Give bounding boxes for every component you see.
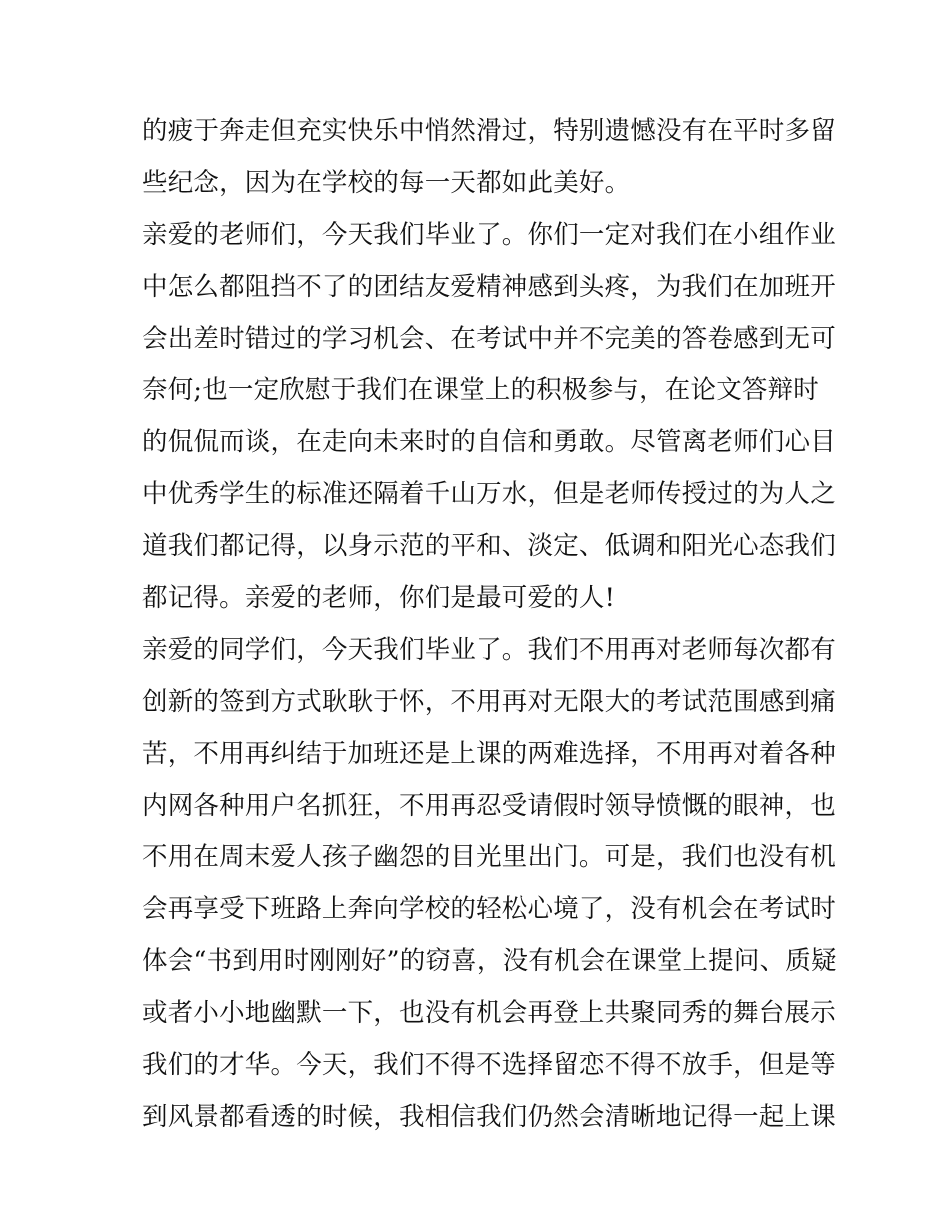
text-line-8: 中优秀学生的标准还隔着千山万水，但是老师传授过的为人之 (142, 479, 836, 510)
text-line-3: 亲爱的老师们，今天我们毕业了。你们一定对我们在小组作业 (142, 219, 836, 250)
text-line-10: 都记得。亲爱的老师，你们是最可爱的人! (142, 583, 616, 614)
text-line-13: 苦，不用再纠结于加班还是上课的两难选择，不用再对着各种 (142, 738, 836, 769)
text-line-7: 的侃侃而谈，在走向未来时的自信和勇敢。尽管离老师们心目 (142, 427, 836, 458)
text-line-14: 内网各种用户名抓狂，不用再忍受请假时领导愤慨的眼神，也 (142, 790, 836, 821)
text-line-5: 会出差时错过的学习机会、在考试中并不完美的答卷感到无可 (142, 323, 836, 354)
text-line-20: 到风景都看透的时候，我相信我们仍然会清晰地记得一起上课 (142, 1101, 836, 1132)
text-line-15: 不用在周末爱人孩子幽怨的目光里出门。可是，我们也没有机 (142, 842, 836, 873)
body-text (142, 106, 837, 1144)
text-line-16: 会再享受下班路上奔向学校的轻松心境了，没有机会在考试时 (142, 894, 836, 925)
text-line-17: 体会“书到用时刚刚好”的窃喜，没有机会在课堂上提问、质疑 (142, 946, 837, 977)
text-line-6: 奈何;也一定欣慰于我们在课堂上的积极参与，在论文答辩时 (142, 375, 819, 406)
text-line-9: 道我们都记得，以身示范的平和、淡定、低调和阳光心态我们 (142, 531, 836, 562)
text-line-12: 创新的签到方式耿耿于怀，不用再对无限大的考试范围感到痛 (142, 686, 836, 717)
text-line-11: 亲爱的同学们，今天我们毕业了。我们不用再对老师每次都有 (142, 634, 836, 665)
text-line-1: 的疲于奔走但充实快乐中悄然滑过，特别遗憾没有在平时多留 (142, 116, 836, 146)
text-line-18: 或者小小地幽默一下，也没有机会再登上共聚同秀的舞台展示 (142, 998, 836, 1029)
text-line-19: 我们的才华。今天，我们不得不选择留恋不得不放手，但是等 (142, 1050, 836, 1081)
text-line-2: 些纪念，因为在学校的每一天都如此美好。 (142, 167, 631, 198)
text-line-4: 中怎么都阻挡不了的团结友爱精神感到头疼，为我们在加班开 (142, 271, 836, 302)
